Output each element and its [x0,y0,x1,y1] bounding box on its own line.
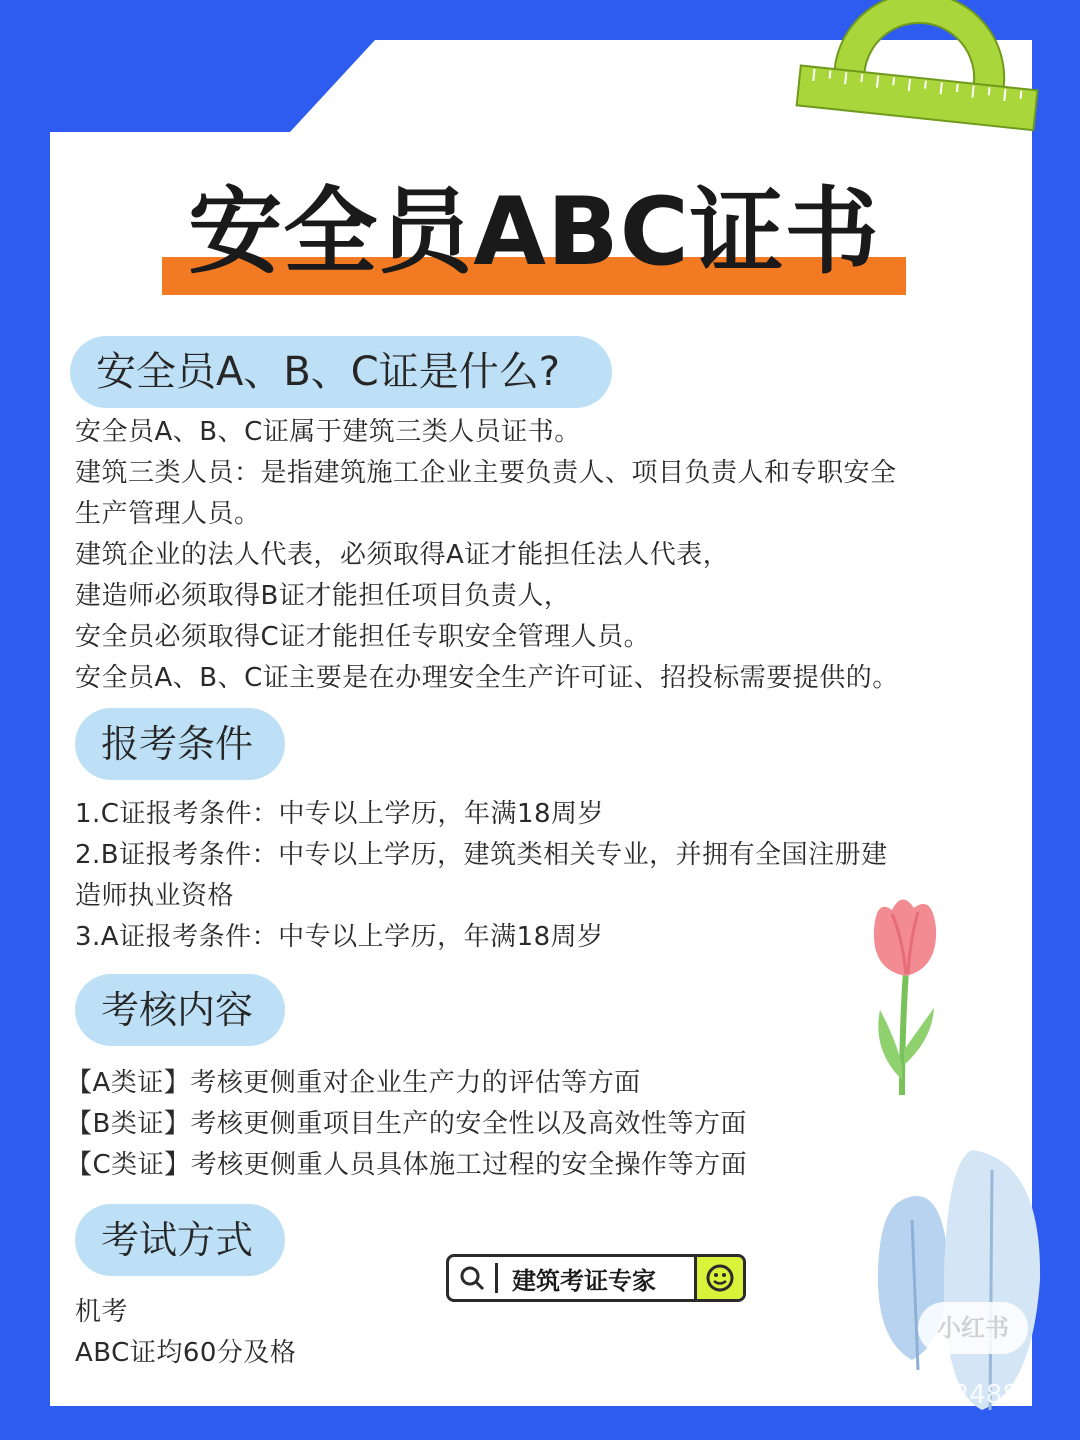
heading-exam-method: 考试方式 [75,1204,285,1276]
brand-logo: 小红书 [918,1302,1028,1354]
what-line-2: 建筑三类人员：是指建筑施工企业主要负责人、项目负责人和专职安全 [75,458,897,488]
method-line-2: ABC证均60分及格 [75,1338,297,1368]
heading-what-is: 安全员A、B、C证是什么? [70,336,612,408]
conditions-line-3: 造师执业资格 [75,881,235,911]
title-block [160,175,908,300]
watermark-text: 我的小红书号：113082488 [688,1380,1019,1410]
what-line-4: 建筑企业的法人代表，必须取得A证才能担任法人代表， [75,540,730,570]
search-badge-label: 建筑考证专家 [512,1266,656,1295]
what-line-7: 安全员A、B、C证主要是在办理安全生产许可证、招投标需要提供的。 [75,663,899,693]
conditions-line-2: 2.B证报考条件：中专以上学历，建筑类相关专业，并拥有全国注册建 [75,840,888,870]
heading-exam-content: 考核内容 [75,974,285,1046]
smile-icon [694,1257,743,1299]
conditions-line-4: 3.A证报考条件：中专以上学历，年满18周岁 [75,922,604,952]
conditions-line-1: 1.C证报考条件：中专以上学历，年满18周岁 [75,799,605,829]
heading-conditions: 报考条件 [75,708,285,780]
method-line-1: 机考 [75,1297,129,1327]
what-line-3: 生产管理人员。 [75,499,261,529]
what-line-1: 安全员A、B、C证属于建筑三类人员证书。 [75,417,581,447]
content-line-c: 【C类证】考核更侧重人员具体施工过程的安全操作等方面 [66,1150,748,1180]
search-icon [449,1257,495,1299]
content-line-b: 【B类证】考核更侧重项目生产的安全性以及高效性等方面 [66,1109,747,1139]
protractor-ruler-icon [795,0,1045,140]
page-title: 安全员ABC证书 [188,178,880,287]
what-line-5: 建造师必须取得B证才能担任项目负责人， [75,581,571,611]
tulip-icon [862,890,952,1100]
what-line-6: 安全员必须取得C证才能担任专职安全管理人员。 [75,622,651,652]
content-line-a: 【A类证】考核更侧重对企业生产力的评估等方面 [66,1068,641,1098]
search-badge[interactable] [446,1254,746,1302]
